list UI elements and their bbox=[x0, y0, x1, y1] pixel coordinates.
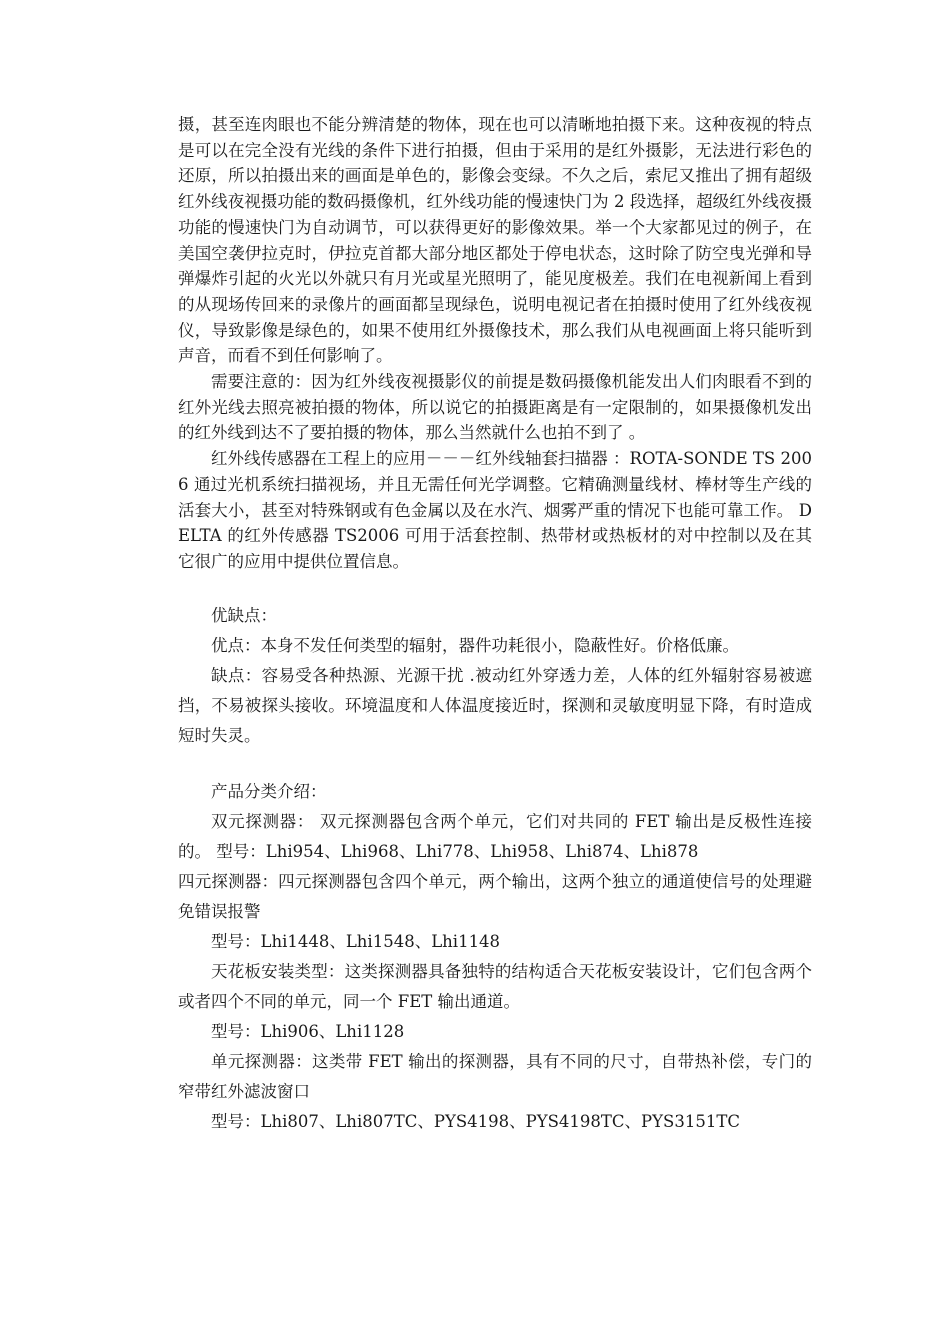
spacer bbox=[178, 575, 812, 601]
paragraph-note: 需要注意的：因为红外线夜视摄影仪的前提是数码摄像机能发出人们肉眼看不到的红外光线去照亮被拍摄的物体，所以说它的拍摄距离是有一定限制的，如果摄像机发出的红外线到达不了要拍摄的物体，那么当然就什么也拍不到了 。 bbox=[178, 372, 812, 443]
spacer bbox=[178, 751, 812, 777]
products-heading: 产品分类介绍： bbox=[211, 781, 327, 801]
single-models: 型号：Lhi807、Lhi807TC、PYS4198、PYS4198TC、PYS3151TC bbox=[211, 1111, 740, 1131]
ceiling-models: 型号：Lhi906、Lhi1128 bbox=[211, 1021, 405, 1041]
paragraph-engineering-application: 红外线传感器在工程上的应用－－－红外线轴套扫描器 ：ROTA-SONDE TS 2006 通过光机系统扫描视场，并且无需任何光学调整。它精确测量线材、棒材等生产线的活套大小，甚至对特殊钢或有色金属以及在水汽、烟雾严重的情况下也能可靠工作。 DELTA 的红外传感器 TS2006 可用于活套控制、热带材或热板材的对中控制以及在其它很广的应用中提供位置信息。 bbox=[178, 449, 812, 571]
paragraph-night-vision: 摄，甚至连肉眼也不能分辨清楚的物体，现在也可以清晰地拍摄下来。这种夜视的特点是可以在完全没有光线的条件下进行拍摄，但由于采用的是红外摄影，无法进行彩色的还原，所以拍摄出来的画面是单色的，影像会变绿。不久之后，索尼又推出了拥有超级红外线夜视摄功能的数码摄像机，红外线功能的慢速快门为 2 段选择，超级红外线夜摄功能的慢速快门为自动调节，可以获得更好的影像效果。举一个大家都见过的例子，在美国空袭伊拉克时，伊拉克首都大部分地区都处于停电状态，这时除了防空曳光弹和导弹爆炸引起的火光以外就只有月光或星光照明了，能见度极差。我们在电视新闻上看到的从现场传回来的录像片的画面都呈现绿色，说明电视记者在拍摄时使用了红外线夜视仪，导致影像是绿色的，如果不使用红外摄像技术，那么我们从电视画面上将只能听到声音，而看不到任何影响了。 bbox=[178, 115, 812, 366]
pros-text: 优点：本身不发任何类型的辐射，器件功耗很小，隐蔽性好。价格低廉。 bbox=[211, 635, 739, 655]
single-element-detector: 单元探测器：这类带 FET 输出的探测器，具有不同的尺寸，自带热补偿，专门的窄带红外滤波窗口 bbox=[178, 1051, 812, 1101]
document-body bbox=[178, 112, 812, 1137]
ceiling-mount-detector: 天花板安装类型：这类探测器具备独特的结构适合天花板安装设计，它们包含两个或者四个不同的单元，同一个 FET 输出通道。 bbox=[178, 961, 812, 1011]
pros-cons-heading: 优缺点： bbox=[211, 605, 277, 625]
dual-element-detector: 双元探测器： 双元探测器包含两个单元，它们对共同的 FET 输出是反极性连接的。 型号：Lhi954、Lhi968、Lhi778、Lhi958、Lhi874、Lhi878 bbox=[178, 811, 812, 861]
cons-text: 缺点：容易受各种热源、光源干扰 .被动红外穿透力差，人体的红外辐射容易被遮挡，不易被探头接收。环境温度和人体温度接近时，探测和灵敏度明显下降，有时造成短时失灵。 bbox=[178, 665, 812, 745]
quad-models: 型号：Lhi1448、Lhi1548、Lhi1148 bbox=[211, 931, 501, 951]
quad-element-detector: 四元探测器：四元探测器包含四个单元，两个输出，这两个独立的通道使信号的处理避免错误报警 bbox=[178, 871, 812, 921]
